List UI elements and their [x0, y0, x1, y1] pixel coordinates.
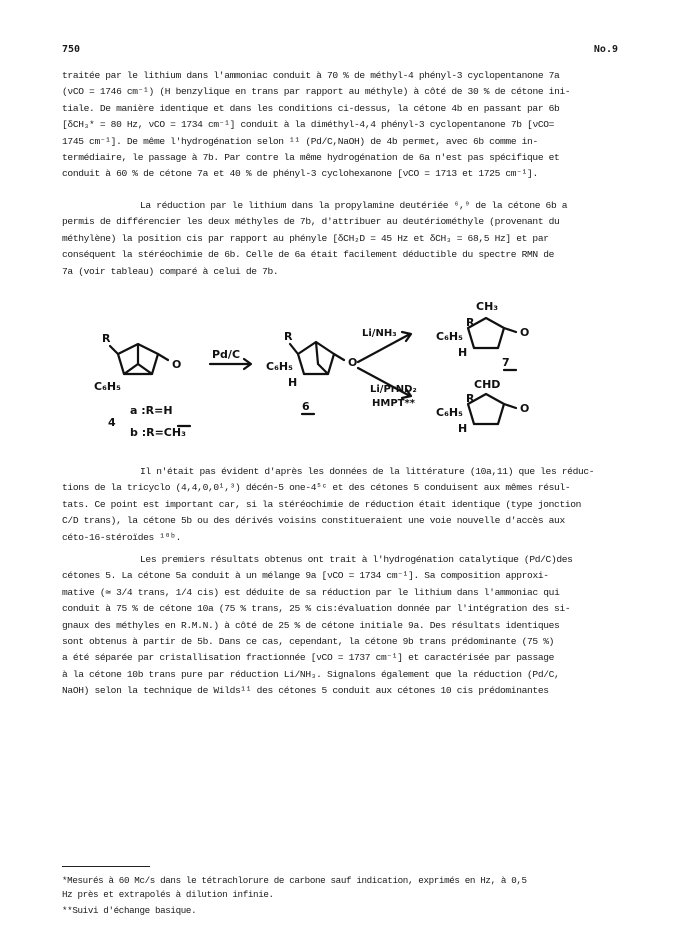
compound-4-label: 4: [108, 416, 116, 429]
footnote-divider: [62, 866, 150, 867]
text-line: [δCH₃* = 80 Hz, νCO = 1734 cm⁻¹] conduit à la diméthyl-4,4 phényl-3 cyclopentanone 7b [νCO=: [62, 119, 555, 131]
text-line: (νCO = 1746 cm⁻¹) (H benzylique en trans par rapport au méthyle) à côté de 30 % de cétone ini-: [62, 86, 571, 98]
paragraph-1: [62, 68, 618, 183]
issue-number: No.9: [593, 44, 618, 55]
substituent-r: R: [284, 330, 293, 343]
substituent-ch3: CH₃: [476, 300, 499, 313]
substituent-r: R: [466, 316, 475, 329]
reagent-pd-label: Pd/C: [212, 348, 241, 361]
text-line: tats. Ce point est important car, si la stéréochimie de réduction était identique (type jonction: [62, 498, 582, 510]
text-line: 1745 cm⁻¹]. De même l'hydrogénation selon ¹¹ (Pd/C,NaOH) de 4b permet, avec 6b comme in-: [62, 135, 538, 147]
reagent-li-prnd2-label: Li/PrND₂: [370, 384, 417, 395]
text-line: termédiaire, le passage à 7b. Par contre la même hydrogénation de 6a n'est pas spécifique et: [62, 151, 560, 163]
text-line: à la cétone 10b trans pure par réduction Li/NH₃. Signalons également que la réduction (Pd/C,: [62, 668, 560, 680]
substituent-phenyl: C₆H₅: [266, 360, 293, 373]
substituent-phenyl: C₆H₅: [436, 406, 463, 419]
text-line: C/D trans), la cétone 5b ou des dérivés voisins constitueraient une voie nouvelle d'accès aux: [62, 515, 565, 527]
text-line: gnaux des méthyles en R.M.N.) à côté de 25 % de cétone initiale 9a. Des résultats identiques: [62, 619, 560, 631]
text-line: La réduction par le lithium dans la propylamine deutériée ⁶,⁹ de la cétone 6b a: [140, 200, 568, 211]
text-line: méthylène) la position cis par rapport au phényle [δCH₂D = 45 Hz et δCH₃ = 68,5 Hz] et par: [62, 232, 549, 244]
reaction-scheme: [80, 296, 600, 446]
ketone-o: O: [348, 356, 358, 369]
substituent-h: H: [458, 346, 468, 359]
text-line: a été séparée par cristallisation fractionnée [νCO = 1737 cm⁻¹] et caractérisée par passage: [62, 652, 555, 664]
substituent-r: R: [102, 332, 111, 345]
substituent-phenyl: C₆H₅: [436, 330, 463, 343]
text-line: tions de la tricyclo (4,4,0,0¹,³) décén-5 one-4⁵ᶜ et des cétones 5 conduisent aux mêmes résul-: [62, 482, 571, 494]
text-line: 7a (voir tableau) comparé à celui de 7b.: [62, 265, 279, 277]
text-line: traitée par le lithium dans l'ammoniac conduit à 70 % de méthyl-4 phényl-3 cyclopentanone 7a: [62, 70, 560, 81]
text-line: conduit à 60 % de cétone 7a et 40 % de phényl-3 cyclohexanone [νCO = 1713 et 1725 cm⁻¹].: [62, 168, 538, 180]
reagent-li-nh3-label: Li/NH₃: [362, 328, 397, 339]
substituent-r: R: [466, 392, 475, 405]
page-number: 750: [62, 44, 81, 55]
ketone-o: O: [172, 358, 182, 371]
substituent-h: H: [458, 422, 468, 435]
footnote: **Suivi d'échange basique.: [62, 905, 197, 916]
reagent-hmpt-label: HMPT**: [372, 398, 415, 409]
text-line: NaOH) selon la technique de Wilds¹¹ des cétones 5 conduit aux cétones 10 cis prédominantes: [62, 685, 549, 697]
compound-4-structure: [118, 344, 158, 374]
text-line: tiale. De manière identique et dans les conditions ci-dessus, la cétone 4b en passant par 6b: [62, 102, 560, 114]
text-line: Il n'était pas évident d'après les données de la littérature (10a,11) que les réduc-: [140, 466, 595, 477]
ketone-o: O: [520, 326, 530, 339]
substituent-h: H: [288, 376, 298, 389]
text-line: cétones 5. La cétone 5a conduit à un mélange 9a [νCO = 1734 cm⁻¹]. Sa composition approxi-: [62, 570, 549, 582]
text-line: mative (≃ 3/4 trans, 1/4 cis) est déduite de sa réduction par le lithium dans l'ammoniac qui: [62, 586, 560, 598]
text-line: conduit à 75 % de cétone 10a (75 % trans, 25 % cis:évaluation donnée par l'intégration des si-: [62, 603, 571, 615]
text-line: sont obtenus à partir de 5b. Dans ce cas, cependant, la cétone 9b trans prédominante (75 %): [62, 635, 555, 647]
ketone-o: O: [520, 402, 530, 415]
text-line: Les premiers résultats obtenus ont trait à l'hydrogénation catalytique (Pd/C)des: [140, 554, 573, 565]
paragraph-4: [62, 552, 618, 700]
substituent-phenyl: C₆H₅: [94, 380, 121, 393]
footnote: *Mesurés à 60 Mc/s dans le tétrachlorure de carbone sauf indication, exprimés en Hz, à 0,5: [62, 875, 527, 886]
compound-6-label: 6: [302, 400, 310, 413]
footnote: Hz près et extrapolés à dilution infinie.: [62, 889, 274, 900]
substituent-chd: CHD: [474, 378, 501, 391]
compound-4-variant-b: b :R=CH₃: [130, 426, 186, 439]
compound-7-label: 7: [502, 356, 510, 369]
paragraph-2: [62, 198, 618, 280]
paragraph-3: [62, 464, 618, 546]
text-line: conséquent la stéréochimie de 6b. Celle de 6a était facilement déductible du spectre RMN de: [62, 249, 555, 261]
text-line: céto-16-stéroïdes ¹⁰ᵇ.: [62, 531, 181, 543]
compound-6-structure: [298, 342, 334, 374]
compound-4-variant-a: a :R=H: [130, 404, 173, 417]
text-line: permis de différencier les deux méthyles de 7b, d'attribuer au deutériométhyle (provenant du: [62, 216, 560, 228]
